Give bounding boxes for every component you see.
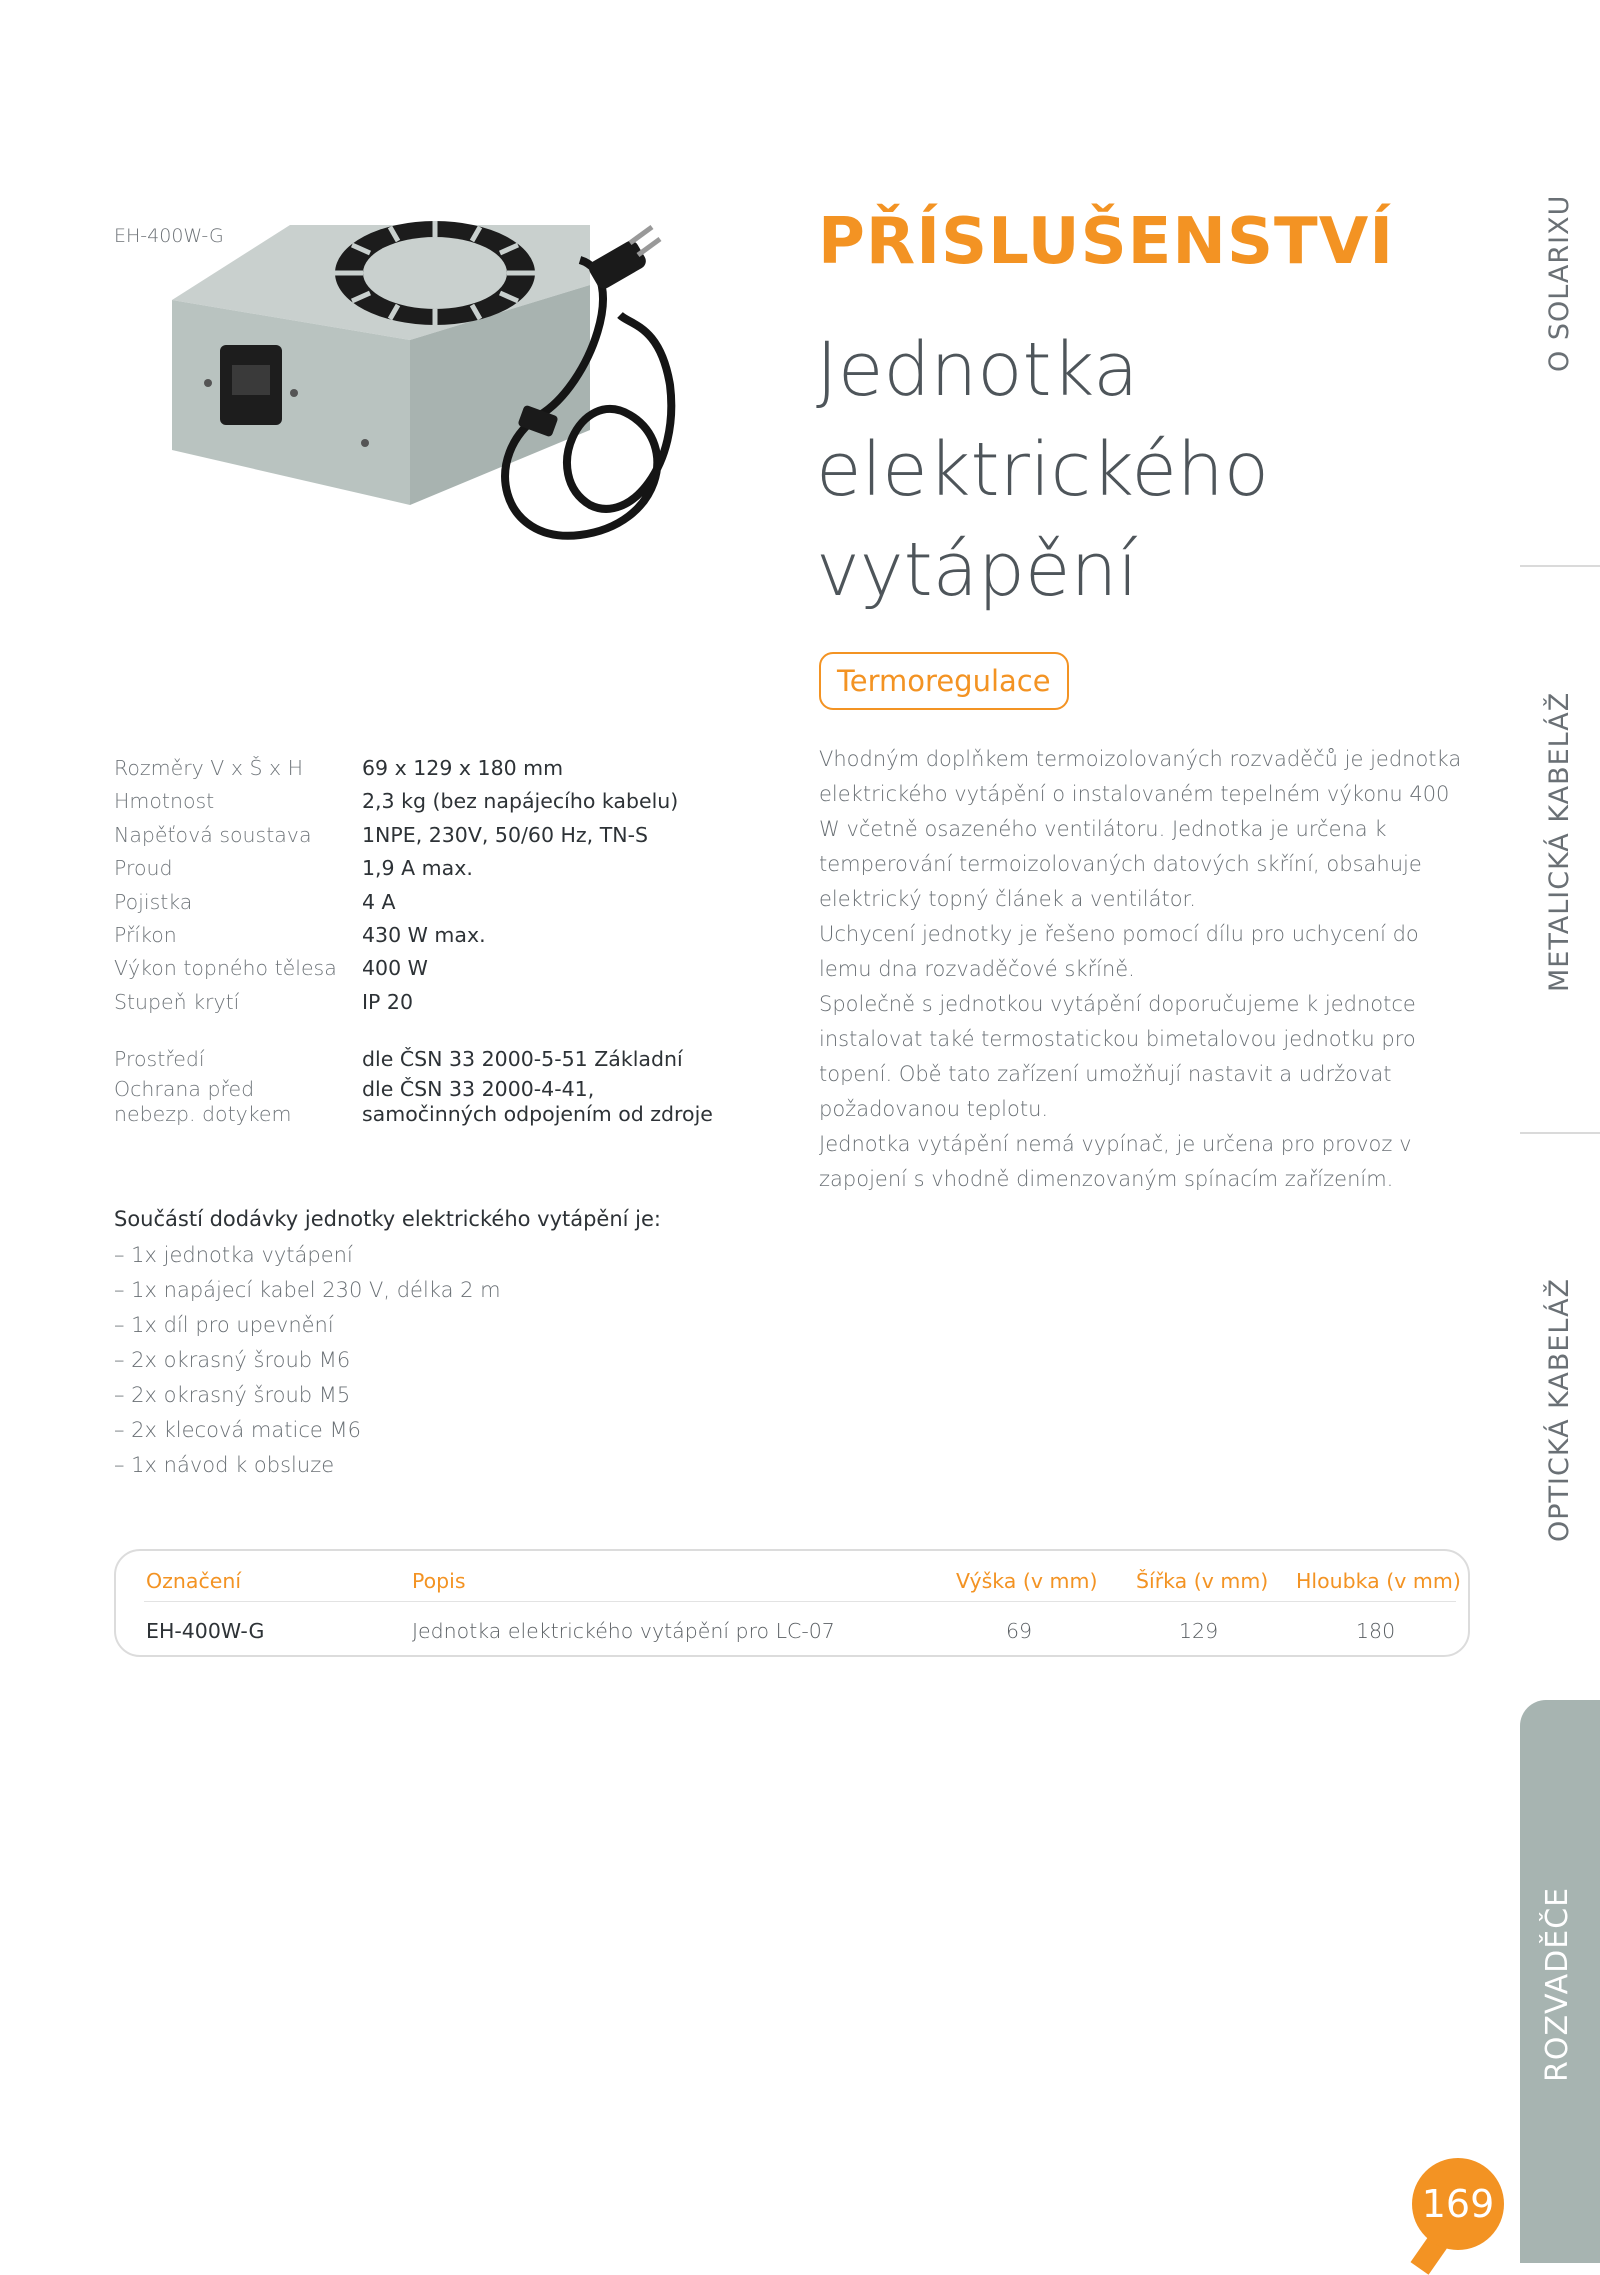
spec-value: dle ČSN 33 2000-5-51 Základní	[362, 1047, 683, 1072]
heater-unit-image	[160, 215, 750, 560]
spec-row	[114, 785, 754, 818]
table-cell-width: 129	[1179, 1619, 1219, 1643]
spec-row	[114, 819, 754, 852]
page-number: 169	[1421, 2182, 1495, 2226]
spec-value: dle ČSN 33 2000-4-41,	[362, 1076, 595, 1101]
description-paragraph: Jednotka vytápění nemá vypínač, je určena pro provoz v zapojení s vhodně dimenzovaným spínacím zařízením.	[819, 1132, 1412, 1191]
delivery-title: Součástí dodávky jednotky elektrického vytápění je:	[114, 1207, 662, 1231]
spec-value: 4 A	[362, 889, 396, 914]
spec-row	[114, 886, 754, 919]
product-code-label: EH-400W-G	[114, 225, 224, 247]
spec-row	[114, 1102, 754, 1127]
spec-value: 2,3 kg (bez napájecího kabelu)	[362, 789, 679, 814]
description-paragraph: Uchycení jednotky je řešeno pomocí dílu pro uchycení do lemu dna rozvaděčové skříně.	[819, 922, 1419, 981]
termoregulace-badge: Termoregulace	[819, 652, 1069, 710]
side-tab-metalicka-kabelaz[interactable]: METALICKÁ KABELÁŽ	[1544, 691, 1575, 992]
spec-row	[114, 1077, 754, 1102]
spec-table	[114, 752, 754, 1127]
page-title: Jednotka elektrického vytápění	[816, 327, 1270, 613]
side-tab-o-solarixu[interactable]: O SOLARIXU	[1544, 194, 1575, 372]
spec-value: 69 x 129 x 180 mm	[362, 756, 564, 780]
table-header-sirka: Šířka (v mm)	[1136, 1569, 1269, 1593]
description-paragraph: Společně s jednotkou vytápění doporučujeme k jednotce instalovat také termostatickou bimetalovou jednotku pro topení. Obě tato zařízení umožňují nastavit a udržovat požadovanou teplotu.	[819, 992, 1416, 1121]
table-cell-depth: 180	[1356, 1619, 1396, 1643]
product-description	[819, 742, 1469, 1197]
list-item: – 1x díl pro upevnění	[114, 1313, 334, 1337]
list-item: – 1x napájecí kabel 230 V, délka 2 m	[114, 1278, 501, 1302]
spec-value: 430 W max.	[362, 923, 486, 948]
spec-row	[114, 1043, 754, 1076]
section-title: PŘÍSLUŠENSTVÍ	[818, 205, 1395, 279]
spec-value: 400 W	[362, 956, 428, 981]
side-tab-rozvadece[interactable]: ROZVADĚČE	[1540, 1886, 1575, 2082]
spec-label: Hmotnost	[114, 789, 215, 814]
spec-label: Příkon	[114, 923, 177, 948]
spec-row	[114, 752, 754, 785]
spec-value: 1NPE, 230V, 50/60 Hz, TN-S	[362, 822, 648, 847]
list-item: – 2x klecová matice M6	[114, 1418, 361, 1442]
spec-label: nebezp. dotykem	[114, 1101, 292, 1126]
list-item: – 2x okrasný šroub M6	[114, 1348, 351, 1372]
table-cell-height: 69	[1006, 1619, 1033, 1643]
table-divider	[144, 1601, 1456, 1602]
spec-value: 1,9 A max.	[362, 856, 473, 881]
table-cell-code: EH-400W-G	[146, 1619, 265, 1643]
spec-row	[114, 852, 754, 885]
table-header-oznaceni: Označení	[146, 1569, 242, 1593]
delivery-list	[114, 1238, 814, 1483]
spec-label: Proud	[114, 856, 173, 881]
spec-row	[114, 919, 754, 952]
spec-value: IP 20	[362, 989, 414, 1014]
spec-row	[114, 952, 754, 985]
product-table	[114, 1549, 1470, 1657]
table-cell-description: Jednotka elektrického vytápění pro LC-07	[412, 1619, 835, 1643]
list-item: – 1x jednotka vytápení	[114, 1243, 353, 1267]
side-tab-opticka-kabelaz[interactable]: OPTICKÁ KABELÁŽ	[1544, 1277, 1575, 1542]
spec-label: Ochrana před	[114, 1076, 255, 1101]
spec-label: Pojistka	[114, 889, 193, 914]
side-divider	[1520, 565, 1600, 567]
table-header-vyska: Výška (v mm)	[956, 1569, 1098, 1593]
spec-row	[114, 986, 754, 1019]
side-divider	[1520, 1132, 1600, 1134]
spec-label: Napěťová soustava	[114, 822, 312, 847]
description-paragraph: Vhodným doplňkem termoizolovaných rozvaděčů je jednotka elektrického vytápění o instalovaném tepelném výkonu 400 W včetně osazeného ventilátoru. Jednotka je určena k temperování termoizolovaných datových skříní, obsahuje elektrický topný článek a ventilátor.	[819, 747, 1462, 911]
spec-value: samočinných odpojením od zdroje	[362, 1101, 713, 1126]
table-header-popis: Popis	[412, 1569, 466, 1593]
spec-label: Výkon topného tělesa	[114, 956, 337, 981]
spec-label: Rozměry V x Š x H	[114, 756, 304, 780]
spec-label: Stupeň krytí	[114, 989, 240, 1014]
list-item: – 1x návod k obsluze	[114, 1453, 335, 1477]
table-header-hloubka: Hloubka (v mm)	[1296, 1569, 1461, 1593]
delivery-contents	[114, 1202, 814, 1483]
list-item: – 2x okrasný šroub M5	[114, 1383, 351, 1407]
spec-label: Prostředí	[114, 1047, 205, 1072]
